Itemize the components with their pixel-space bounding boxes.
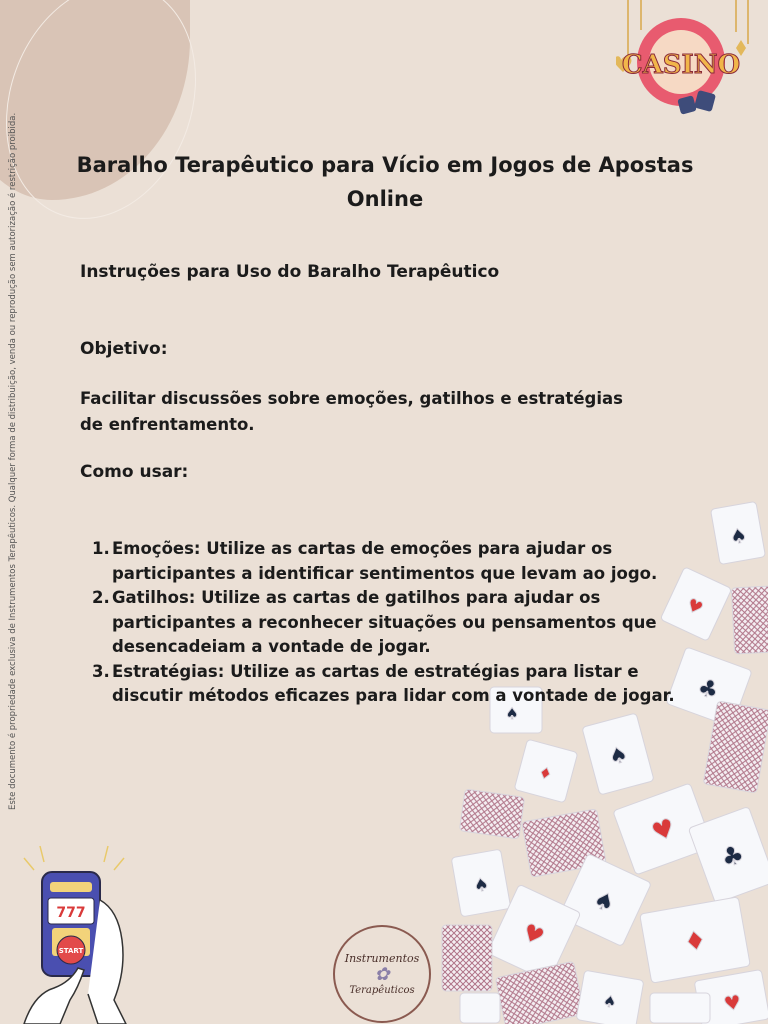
slot-machine-icon — [14, 840, 134, 1024]
svg-text:♠: ♠ — [727, 522, 750, 550]
brand-stamp — [333, 925, 431, 1023]
stamp-line-1: Instrumentos — [344, 952, 420, 965]
page-subtitle: Instruções para Uso do Baralho Terapêutico — [80, 262, 500, 282]
copyright-note: Este documento é propriedade exclusiva de Instrumentos Terapêuticos. Qualquer forma de distribuição, venda ou reprodução sem autorização é restrição proibida. — [8, 112, 18, 810]
objective-text: Facilitar discussões sobre emoções, gatilhos e estratégias de enfrentamento. — [80, 389, 623, 434]
step-number: 1. — [92, 539, 110, 558]
start-label: START — [58, 947, 84, 955]
svg-text:♣: ♣ — [716, 838, 749, 875]
svg-text:♦: ♦ — [535, 762, 555, 785]
svg-text:♠: ♠ — [504, 704, 520, 723]
svg-text:♠: ♠ — [601, 990, 619, 1013]
list-item — [92, 537, 692, 586]
svg-text:♠: ♠ — [605, 741, 632, 772]
stamp-line-2: Terapêuticos — [349, 985, 415, 996]
casino-logo-text: CASINO — [621, 50, 741, 80]
brain-icon: ✿ — [374, 964, 390, 985]
svg-text:777: 777 — [56, 905, 86, 921]
page-title: Baralho Terapêutico para Vício em Jogos de Apostas Online — [76, 153, 694, 211]
step-text: Gatilhos: Utilize as cartas de gatilhos para ajudar os participantes a reconhecer situações ou pensamentos que desencadeiam a vontade de jogar. — [112, 588, 657, 656]
list-item — [92, 660, 692, 709]
svg-text:♥: ♥ — [647, 812, 680, 849]
how-to-use-label: Como usar: — [80, 462, 189, 482]
step-number: 2. — [92, 588, 110, 607]
svg-text:♣: ♣ — [693, 672, 724, 706]
step-text: Emoções: Utilize as cartas de emoções para ajudar os participantes a identificar sentimentos que levam ao jogo. — [112, 539, 658, 583]
step-text: Estratégias: Utilize as cartas de estratégias para listar e discutir métodos eficazes para lidar com a vontade de jogar. — [112, 661, 675, 705]
objective-label: Objetivo: — [80, 339, 168, 359]
instruction-steps — [92, 537, 692, 709]
svg-text:♠: ♠ — [471, 873, 492, 898]
svg-text:♦: ♦ — [681, 925, 710, 959]
step-number: 3. — [92, 661, 110, 681]
svg-text:♠: ♠ — [588, 884, 620, 920]
list-item — [92, 586, 692, 660]
casino-logo-icon — [616, 0, 756, 130]
svg-text:♥: ♥ — [721, 989, 744, 1017]
svg-text:♥: ♥ — [517, 917, 549, 953]
svg-text:♥: ♥ — [682, 594, 707, 621]
